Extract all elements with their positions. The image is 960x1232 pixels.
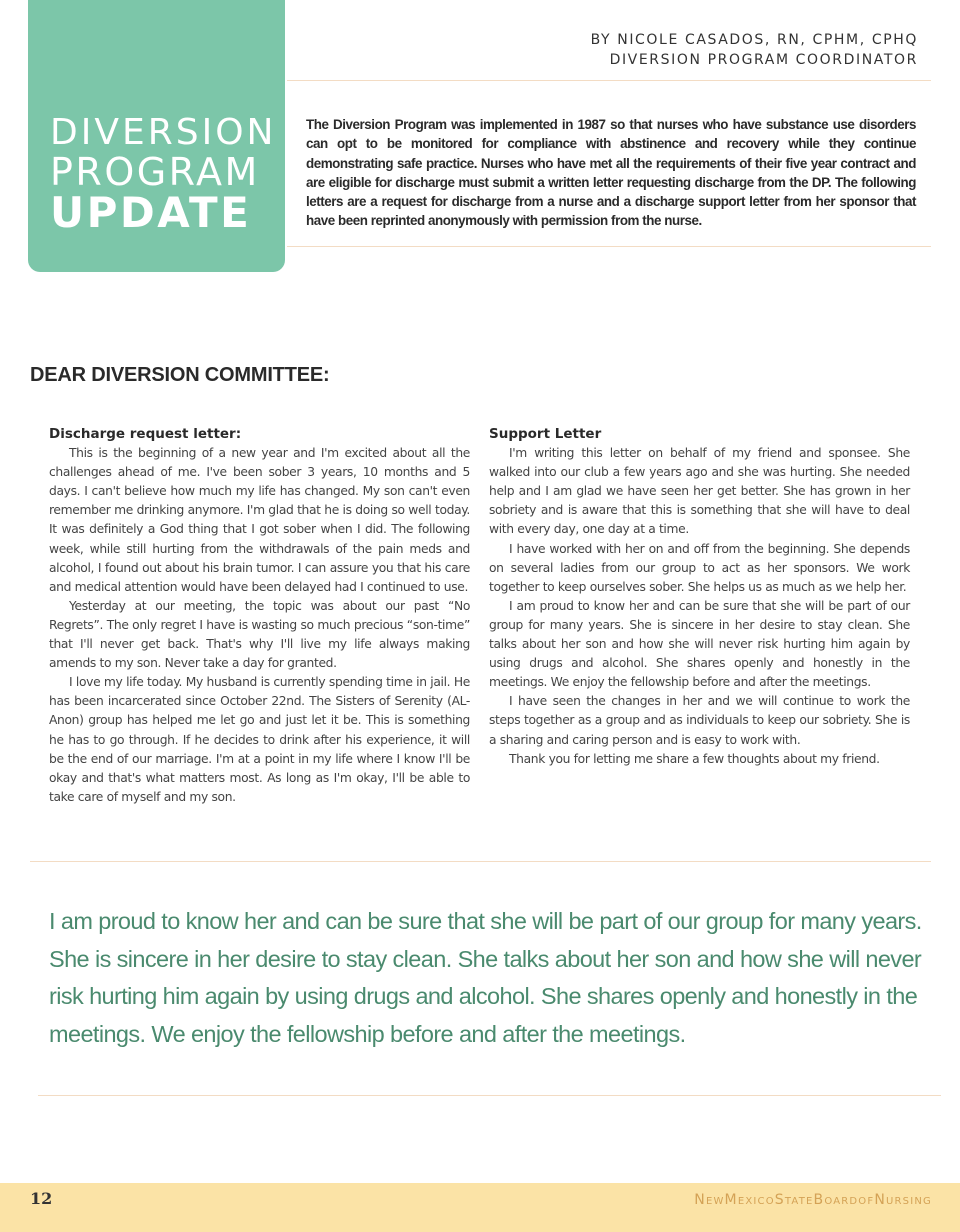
discharge-letter-heading: Discharge request letter:: [49, 426, 242, 442]
support-paragraph: I am proud to know her and can be sure that she will be part of our group for many years. She is sincere in her desire to stay clean. She talks about her son and how she will never risk hurting him again by using drugs and alcohol. She shares openly and honestly in the meetings. We enjoy the fellowship before and after the meetings.: [489, 598, 910, 690]
title-line-program: PROGRAM: [50, 150, 260, 194]
support-paragraph: I'm writing this letter on behalf of my friend and sponsee. She walked into our club a few years ago and she was hurting. She needed help and I am glad we have seen her get better. She has grown in her sobriety and is aware that this is something that she will have to deal with every day, one day at a time.: [489, 446, 910, 537]
quote-bottom-divider: [38, 1095, 941, 1096]
title-line-update: UPDATE: [50, 188, 252, 237]
byline-role: DIVERSION PROGRAM COORDINATOR: [609, 52, 918, 68]
intro-divider: [287, 246, 931, 247]
byline-author: NICOLE CASADOS, RN, CPHM, CPHQ: [617, 32, 918, 48]
discharge-letter: [49, 425, 470, 807]
discharge-paragraph: This is the beginning of a new year and I'm excited about all the challenges ahead of me. I've been sober 3 years, 10 months and 5 days. I can't believe how much my life has changed. My son can't even remember me drinking anymore. I'm glad that he is doing so well today. It was definitely a God thing that I got sober when I did. The following week, while still hurting from the withdrawals of the pain meds and alcohol, I found out about his brain tumor. I can assure you that his care and medical attention would have been delayed had I continued to use.: [49, 446, 470, 594]
footer-organization: NewMexicoStateBoardofNursing: [694, 1192, 932, 1208]
quote-top-divider: [30, 861, 931, 862]
support-paragraph: I have seen the changes in her and we will continue to work the steps together as a group and as individuals to keep our sobriety. She is a sharing and caring person and is easy to work with.: [489, 694, 910, 747]
support-paragraph: I have worked with her on and off from the beginning. She depends on several ladies from our group to act as her sponsors. We work together to keep ourselves sober. She helps us as much as we help her.: [489, 541, 910, 594]
page-number: 12: [30, 1189, 53, 1208]
title-line-diversion: DIVERSION: [50, 112, 277, 153]
discharge-paragraph: Yesterday at our meeting, the topic was about our past “No Regrets”. The only regret I have is wasting so much precious “son-time” that I'll never get back. That's why I'll live my life always making amends to my son. Never take a day for granted.: [49, 598, 470, 671]
support-paragraph: Thank you for letting me share a few thoughts about my friend.: [509, 751, 880, 766]
support-letter-heading: Support Letter: [489, 426, 602, 442]
discharge-paragraph: I love my life today. My husband is currently spending time in jail. He has been incarcerated since October 22nd. The Sisters of Serenity (AL-Anon) group has helped me let go and just let it be. This is something he has to go through. If he decides to drink after his experience, it will be the end of our marriage. I'm at a point in my life where I know I'll be okay and that's what matters most. As long as I'm okay, I'll be able to take care of myself and my son.: [49, 675, 470, 804]
pull-quote: I am proud to know her and can be sure that she will be part of our group for many years. She is sincere in her desire to stay clean. She talks about her son and how she will never risk hurting him again by using drugs and alcohol. She shares openly and honestly in the meetings. We enjoy the fellowship before and after the meetings.: [49, 908, 922, 1047]
byline: [591, 30, 918, 70]
header-divider: [287, 80, 931, 81]
intro-paragraph: The Diversion Program was implemented in 1987 so that nurses who have substance use disorders can opt to be monitored for compliance with abstinence and recovery while they continue demonstrating safe practice. Nurses who have met all the requirements of their five year contract and are eligible for discharge must submit a written letter requesting discharge from the DP. The following letters are a request for discharge from a nurse and a discharge support letter from her sponsor that have been reprinted anonymously with permission from the nurse.: [306, 117, 916, 229]
support-letter: [489, 425, 910, 769]
byline-prefix: BY: [590, 32, 612, 48]
committee-heading: DEAR DIVERSION COMMITTEE:: [30, 364, 330, 386]
